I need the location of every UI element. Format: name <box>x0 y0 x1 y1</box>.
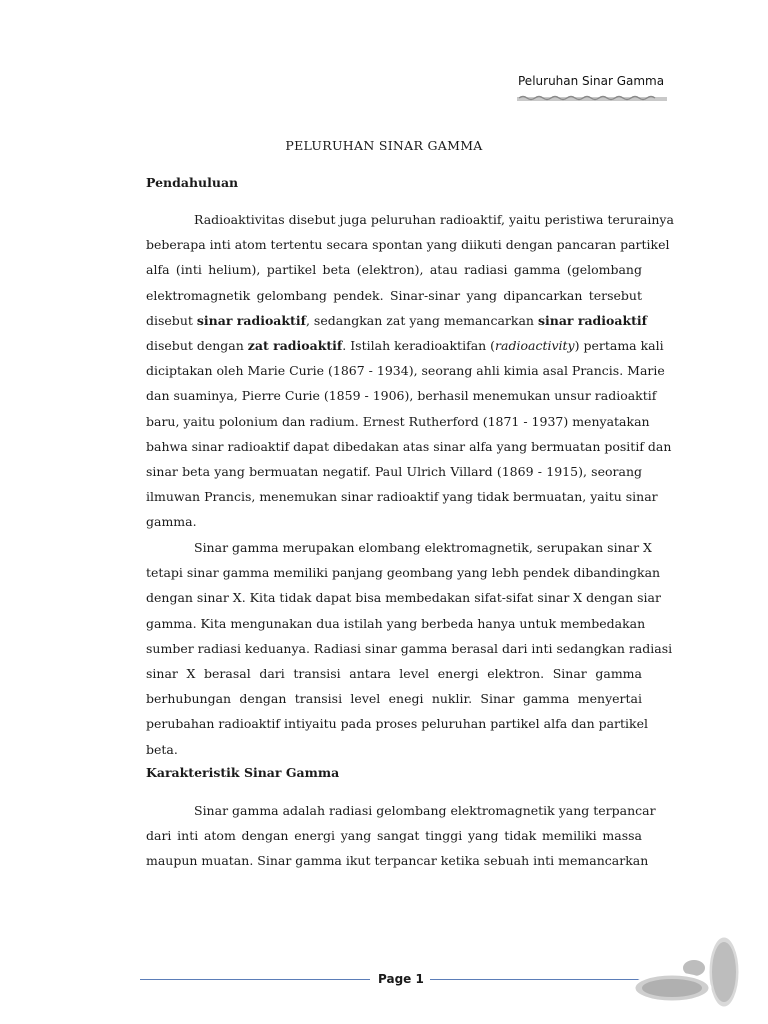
paragraph-intro-1 <box>146 207 674 534</box>
text-line: Sinar gamma adalah radiasi gelombang elektromagnetik yang terpancar <box>194 803 656 818</box>
text-line: dengan sinar X. Kita tidak dapat bisa membedakan sifat-sifat sinar X dengan siar <box>146 590 661 606</box>
text-line: dan suaminya, Pierre Curie (1859 - 1906), berhasil menemukan unsur radioaktif <box>146 388 657 404</box>
text-line: ilmuwan Prancis, menemukan sinar radioaktif yang tidak bermuatan, yaitu sinar <box>146 489 658 505</box>
text-line: Sinar gamma merupakan elombang elektromagnetik, serupakan sinar X <box>194 540 652 555</box>
footer-rule-right <box>430 979 640 980</box>
text-line: elektromagnetik gelombang pendek. Sinar-sinar yang dipancarkan tersebut <box>146 287 642 303</box>
text-line: beberapa inti atom tertentu secara spontan yang diikuti dengan pancaran partikel <box>146 237 670 253</box>
footer-rule-left <box>140 979 370 980</box>
text-line: tetapi sinar gamma memiliki panjang geombang yang lebh pendek dibandingkan <box>146 565 661 581</box>
text-line: bahwa sinar radioaktif dapat dibedakan atas sinar alfa yang bermuatan positif dan <box>146 438 672 454</box>
bold-term: sinar radioaktif <box>196 312 306 328</box>
bold-term: zat radioaktif <box>247 337 343 353</box>
text-line: sinar X berasal dari transisi antara level energi elektron. Sinar gamma <box>146 665 642 681</box>
paragraph-karakteristik-1 <box>146 798 656 874</box>
section-heading-pendahuluan: Pendahuluan <box>146 175 239 190</box>
text-line: maupun muatan. Sinar gamma ikut terpancar ketika sebuah inti memancarkan <box>146 853 649 869</box>
document-title: PELURUHAN SINAR GAMMA <box>285 138 483 153</box>
text-line: Radioaktivitas disebut juga peluruhan radioaktif, yaitu peristiwa terurainya <box>194 212 674 227</box>
text-line: beta. <box>146 741 178 757</box>
section-heading-karakteristik: Karakteristik Sinar Gamma <box>146 765 340 780</box>
running-title: Peluruhan Sinar Gamma <box>518 74 665 88</box>
text-line: perubahan radioaktif intiyaitu pada proses peluruhan partikel alfa dan partikel <box>146 716 649 732</box>
paragraph-intro-2 <box>146 535 673 762</box>
text-line: diciptakan oleh Marie Curie (1867 - 1934), seorang ahli kimia asal Prancis. Marie <box>146 363 665 379</box>
footer-ornament-ovals <box>632 930 752 1020</box>
header-underline-ornament <box>517 94 667 102</box>
text-line: gamma. Kita mengunakan dua istilah yang berbeda hanya untuk membedakan <box>146 615 646 631</box>
text-line-rich: disebut dengan zat radioaktif. Istilah keradioaktifan (radioactivity) pertama kali <box>146 337 664 353</box>
text-line-rich: disebut sinar radioaktif, sedangkan zat yang memancarkan sinar radioaktif <box>146 312 648 328</box>
text-line: alfa (inti helium), partikel beta (elektron), atau radiasi gamma (gelombang <box>146 262 642 278</box>
text-line: gamma. <box>146 514 197 530</box>
italic-term: radioactivity <box>495 337 575 353</box>
text-line: sinar beta yang bermuatan negatif. Paul Ulrich Villard (1869 - 1915), seorang <box>146 463 642 479</box>
text-line: sumber radiasi keduanya. Radiasi sinar gamma berasal dari inti sedangkan radiasi <box>146 640 673 656</box>
text-line: baru, yaitu polonium dan radium. Ernest Rutherford (1871 - 1937) menyatakan <box>146 413 650 429</box>
bold-term: sinar radioaktif <box>537 312 648 328</box>
page-number: Page 1 <box>378 972 424 986</box>
text-line: berhubungan dengan transisi level enegi nuklir. Sinar gamma menyertai <box>146 691 642 707</box>
text-line: dari inti atom dengan energi yang sangat tinggi yang tidak memiliki massa <box>146 828 642 844</box>
